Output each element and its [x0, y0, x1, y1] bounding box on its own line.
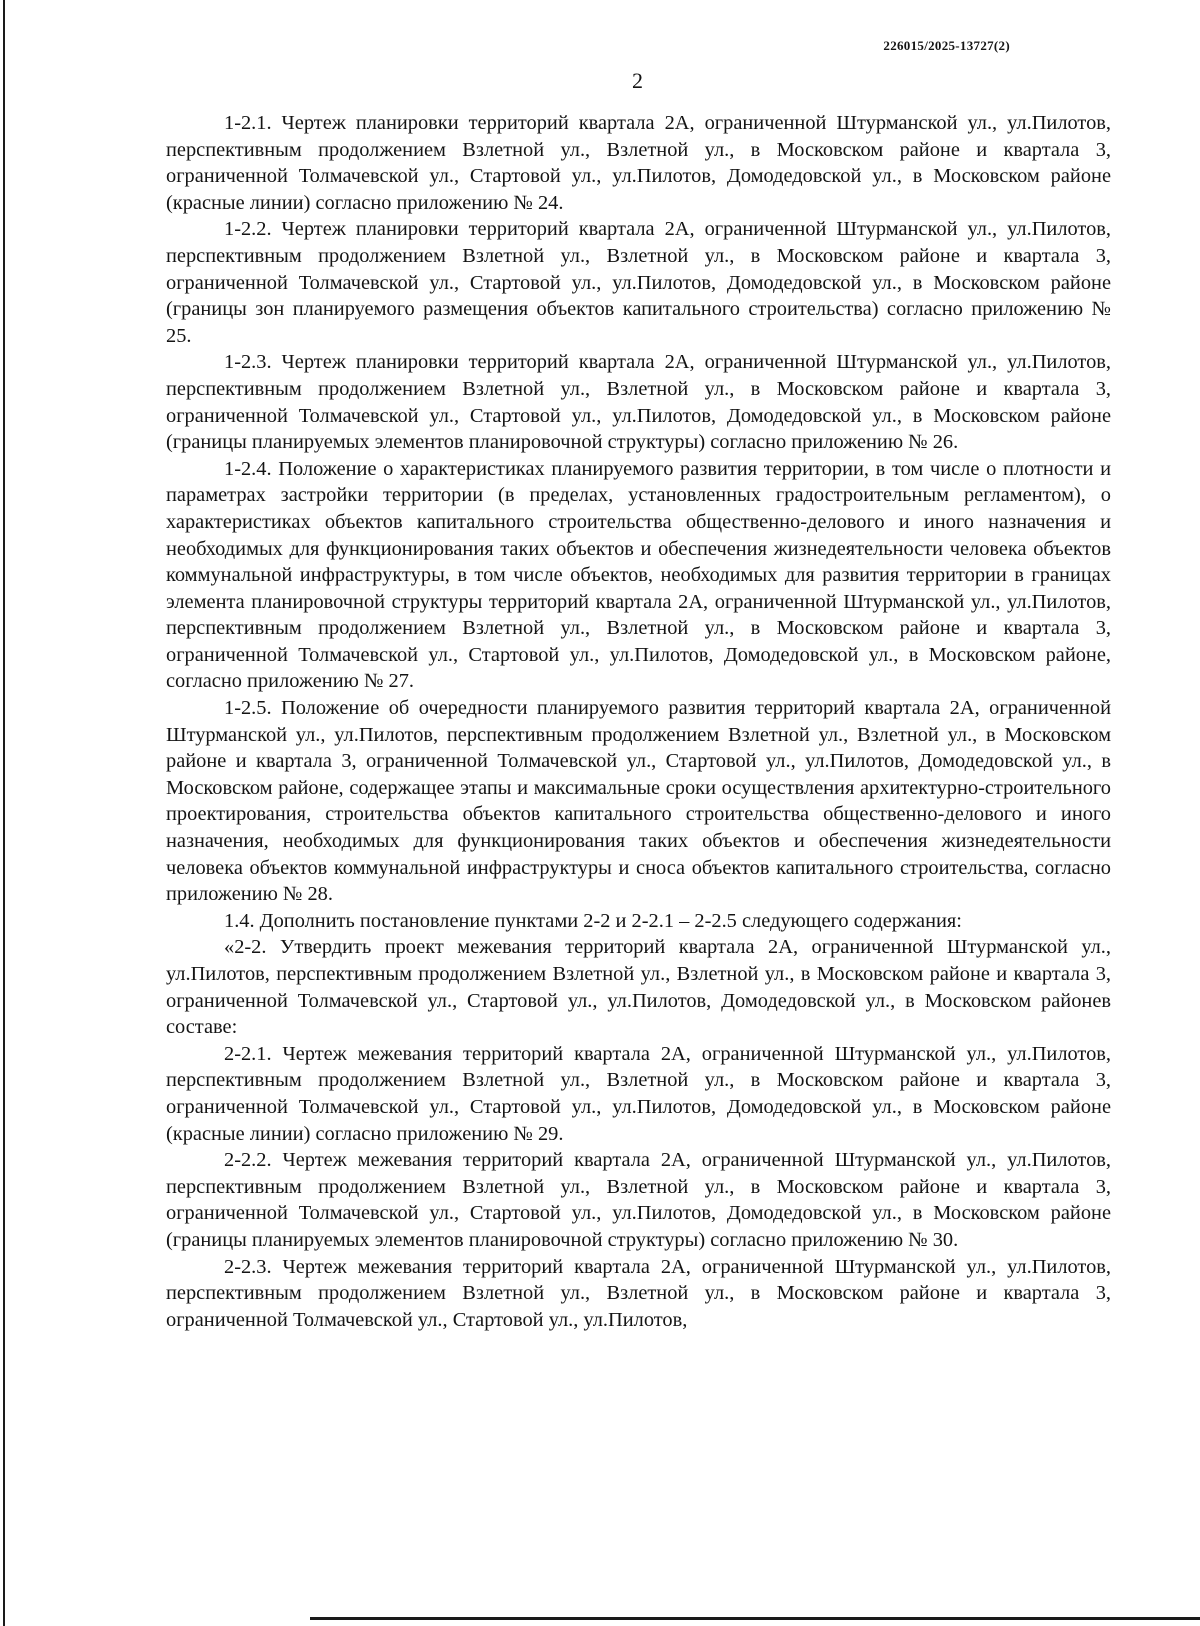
scan-edge-bottom [310, 1617, 1200, 1620]
document-body [166, 110, 1111, 1333]
paragraph-2-2-3: 2-2.3. Чертеж межевания территорий квартала 2А, ограниченной Штурманской ул., ул.Пилотов, перспективным продолжением Взлетной ул., Взлетной ул., в Московском районе и квартала 3, ограниченной Толмачевской ул., Стартовой ул., ул.Пилотов, [166, 1255, 1111, 1331]
paragraph-1-2-3: 1-2.3. Чертеж планировки территорий квартала 2А, ограниченной Штурманской ул., ул.Пилотов, перспективным продолжением Взлетной ул., Взлетной ул., в Московском районе и квартала 3, ограниченной Толмачевской ул., Стартовой ул., ул.Пилотов, Домодедовской ул., в Московском районе (границы планируемых элементов планировочной структуры) согласно приложению № 26. [166, 351, 1111, 454]
paragraph-1-2-5: 1-2.5. Положение об очередности планируемого развития территорий квартала 2А, ограниченной Штурманской ул., ул.Пилотов, перспективным продолжением Взлетной ул., Взлетной ул., в Московском районе и квартала 3, ограниченной Толмачевской ул., Стартовой ул., ул.Пилотов, Домодедовской ул., в Московском районе, содержащее этапы и максимальные сроки осуществления архитектурно-строительного проектирования, строительства объектов капитального строительства общественно-делового и иного назначения, необходимых для функционирования таких объектов и обеспечения жизнедеятельности человека объектов коммунальной инфраструктуры и сноса объектов капитального строительства, согласно приложению № 28. [166, 697, 1111, 906]
scan-edge-left [3, 0, 5, 1626]
paragraph-1-2-2: 1-2.2. Чертеж планировки территорий квартала 2А, ограниченной Штурманской ул., ул.Пилотов, перспективным продолжением Взлетной ул., Взлетной ул., в Московском районе и квартала 3, ограниченной Толмачевской ул., Стартовой ул., ул.Пилотов, Домодедовской ул., в Московском районе (границы зон планируемого размещения объектов капитального строительства) согласно приложению № 25. [166, 218, 1111, 347]
paragraph-2-2: «2-2. Утвердить проект межевания территорий квартала 2А, ограниченной Штурманской ул., ул.Пилотов, перспективным продолжением Взлетной ул., Взлетной ул., в Московском районе и квартала 3, ограниченной Толмачевской ул., Стартовой ул., ул.Пилотов, Домодедовской ул., в Московском районев составе: [166, 936, 1111, 1039]
paragraph-2-2-1: 2-2.1. Чертеж межевания территорий квартала 2А, ограниченной Штурманской ул., ул.Пилотов, перспективным продолжением Взлетной ул., Взлетной ул., в Московском районе и квартала 3, ограниченной Толмачевской ул., Стартовой ул., ул.Пилотов, Домодедовской ул., в Московском районе (красные линии) согласно приложению № 29. [166, 1042, 1111, 1145]
document-registration-number: 226015/2025-13727(2) [883, 38, 1010, 53]
page-number: 2 [632, 68, 643, 93]
paragraph-1-2-1: 1-2.1. Чертеж планировки территорий квартала 2А, ограниченной Штурманской ул., ул.Пилотов, перспективным продолжением Взлетной ул., Взлетной ул., в Московском районе и квартала 3, ограниченной Толмачевской ул., Стартовой ул., ул.Пилотов, Домодедовской ул., в Московском районе (красные линии) согласно приложению № 24. [166, 112, 1111, 214]
paragraph-1-2-4: 1-2.4. Положение о характеристиках планируемого развития территории, в том числе о плотности и параметрах застройки территории (в пределах, установленных градостроительным регламентом), о характеристиках объектов капитального строительства общественно-делового и иного назначения и необходимых для функционирования таких объектов и обеспечения жизнедеятельности человека объектов коммунальной инфраструктуры, в том числе объектов, необходимых для развития территории в границах элемента планировочной структуры территорий квартала 2А, ограниченной Штурманской ул., ул.Пилотов, перспективным продолжением Взлетной ул., Взлетной ул., в Московском районе и квартала 3, ограниченной Толмачевской ул., Стартовой ул., ул.Пилотов, Домодедовской ул., в Московском районе, согласно приложению № 27. [166, 457, 1111, 693]
paragraph-2-2-2: 2-2.2. Чертеж межевания территорий квартала 2А, ограниченной Штурманской ул., ул.Пилотов, перспективным продолжением Взлетной ул., Взлетной ул., в Московском районе и квартала 3, ограниченной Толмачевской ул., Стартовой ул., ул.Пилотов, Домодедовской ул., в Московском районе (границы планируемых элементов планировочной структуры) согласно приложению № 30. [166, 1149, 1111, 1251]
paragraph-1-4: 1.4. Дополнить постановление пунктами 2-2 и 2-2.1 – 2-2.5 следующего содержания: [224, 909, 962, 932]
